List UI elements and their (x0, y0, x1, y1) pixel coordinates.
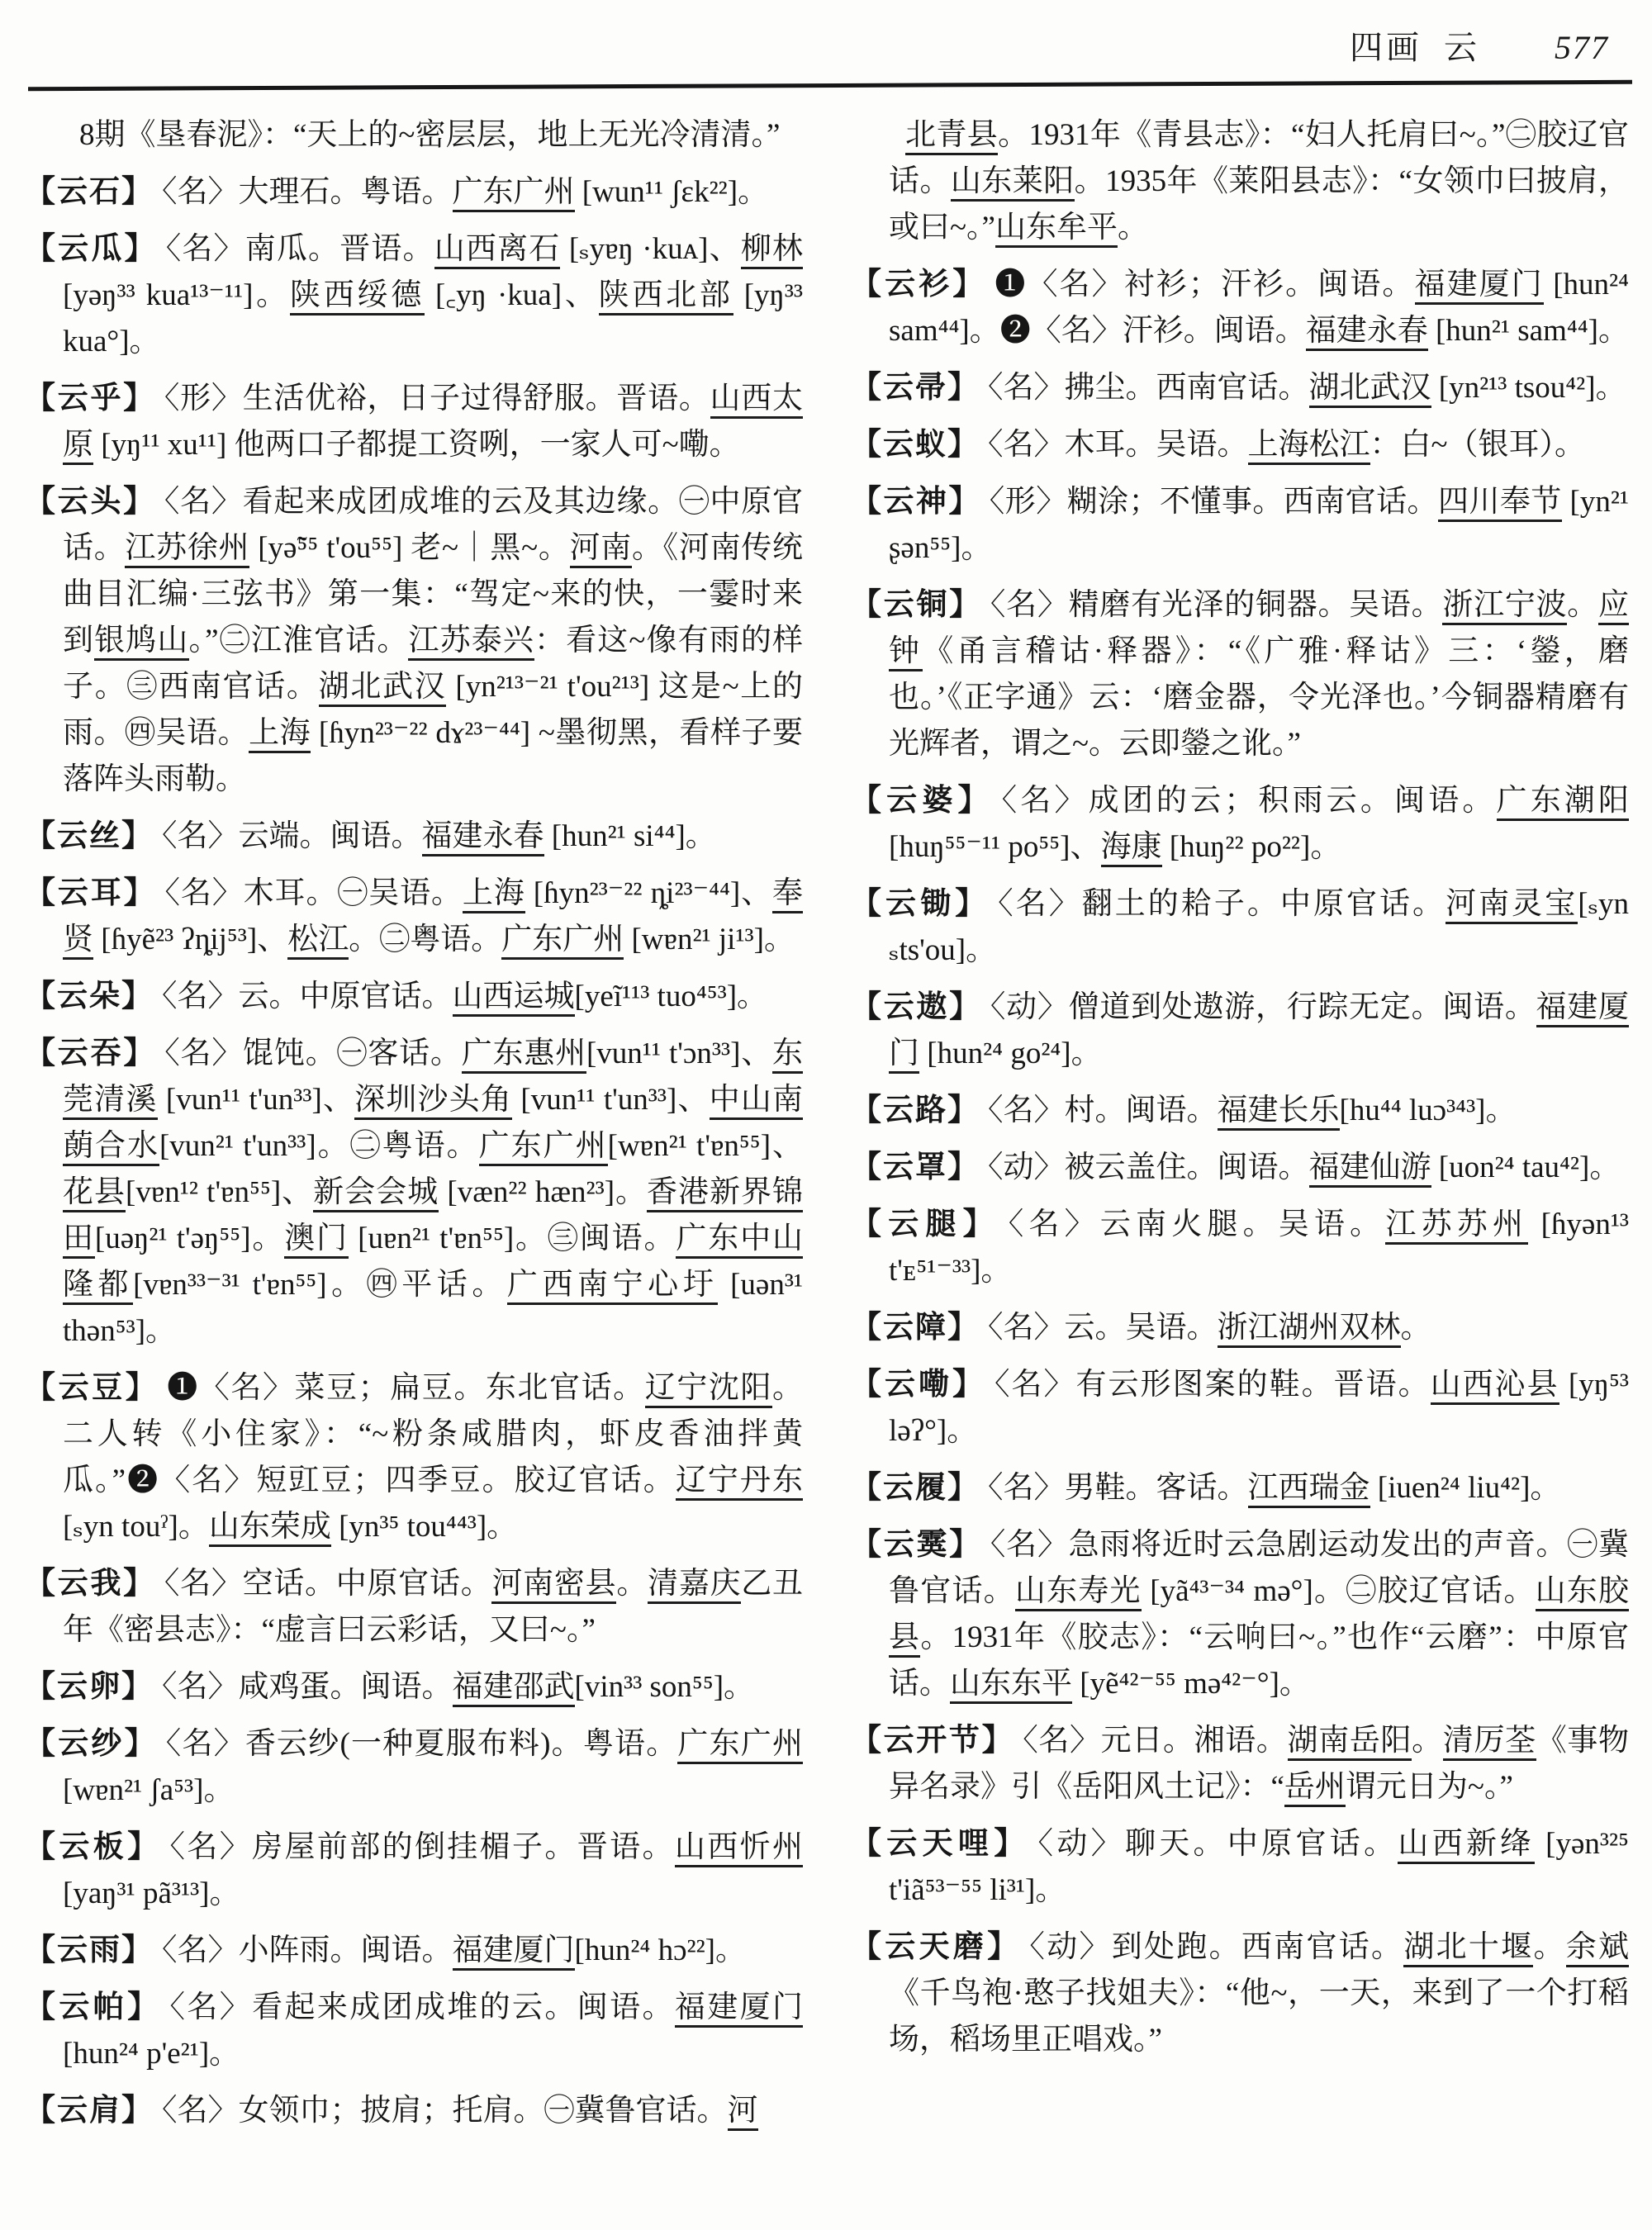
entry-body: 〈名〉云端。闽语。福建永春 [hun²¹ si⁴⁴]。 (162, 819, 716, 856)
entry-body: 〈名〉成团的云；积雨云。闽语。广东潮阳 [huŋ⁵⁵⁻¹¹ po⁵⁵]、海康 [huŋ²² po²²]。 (889, 784, 1629, 867)
place-name: 上海松江 (1248, 428, 1370, 465)
entry-body: 〈名〉木耳。吴语。上海松江：白~（银耳）。 (988, 428, 1585, 465)
entry-body: 〈名〉云。吴语。浙江湖州双林。 (988, 1311, 1431, 1348)
place-name: 江西瑞金 (1248, 1471, 1370, 1508)
place-name: 广东惠州 (462, 1037, 586, 1074)
entry-body: 〈名〉香云纱(一种夏服布料)。粤语。广东广州 [wɐn²¹ ʃa⁵³]。 (63, 1727, 804, 1807)
entry-body: 〈动〉僧道到处遨游，行踪无定。闽语。福建厦门 [hun²⁴ go²⁴]。 (889, 990, 1629, 1074)
entry-headword: 【云婆】 (851, 784, 994, 818)
entry-headword: 【云帕】 (25, 1990, 162, 2024)
dict-entry (851, 479, 1629, 572)
place-name: 余斌 (1566, 1930, 1629, 1967)
dict-entry (25, 1985, 803, 2077)
entry-body: 〈名〉有云形图案的鞋。晋语。山西沁县 [yŋ⁵³ ləʔ°]。 (889, 1368, 1630, 1448)
entry-body: 〈名〉男鞋。客话。江西瑞金 [iuen²⁴ liu⁴²]。 (988, 1471, 1560, 1508)
entry-headword: 【云朵】 (25, 980, 154, 1013)
dict-entry (851, 365, 1629, 411)
entry-headword: 【云锄】 (851, 887, 990, 921)
place-name: 福建仙游 (1309, 1151, 1431, 1188)
dict-entry (25, 1561, 803, 1654)
place-name: 山东东平 (950, 1667, 1072, 1704)
header-section-label: 四画 (1350, 29, 1422, 66)
entry-body: 〈名〉拂尘。西南官话。湖北武汉 [yn²¹³ tsou⁴²]。 (988, 371, 1626, 408)
dict-entry (851, 422, 1629, 468)
entry-body: ❶〈名〉菜豆；扁豆。东北官话。辽宁沈阳。二人转《小住家》：“~粉条咸腊肉，虾皮香油拌黄瓜。”❷〈名〉短豇豆；四季豆。胶辽官话。辽宁丹东 [ₛyn touˀ]。山东荣成 [yn³⁵ tou⁴⁴³]。 (63, 1371, 803, 1547)
entry-body: 〈动〉到处跑。西南官话。湖北十堰。余斌《千鸟袍·憨子找姐夫》：“他~，一天，来到了一个打稻场，稻场里正唱戏。” (889, 1930, 1630, 2057)
place-name: 北青县 (905, 118, 998, 155)
place-name: 福建永春 (1306, 314, 1428, 351)
dict-entry (25, 871, 803, 963)
place-name: 江苏苏州 (1385, 1208, 1528, 1245)
place-name: 深圳沙头角 (354, 1083, 512, 1120)
entry-headword: 【云瓜】 (25, 232, 158, 266)
place-name: 河南灵宝 (1446, 887, 1578, 924)
place-name: 辽宁丹东 (676, 1464, 803, 1501)
dict-entry (851, 1465, 1629, 1511)
entry-body: 〈名〉房屋前部的倒挂楣子。晋语。山西忻州 [yaŋ³¹ pã³¹³]。 (63, 1830, 804, 1910)
place-name: 广东广州 (453, 175, 575, 212)
place-name: 海康 (1101, 830, 1162, 867)
place-name: 广东广州 (479, 1129, 608, 1166)
dict-entry (25, 226, 803, 365)
entry-body: 〈名〉小阵雨。闽语。福建厦门[hun²⁴ hɔ²²]。 (162, 1933, 746, 1971)
place-name: 河 (728, 2094, 758, 2131)
entry-headword: 【云卵】 (25, 1670, 154, 1704)
place-name: 澳门 (284, 1222, 349, 1259)
place-name: 山西太原 (63, 382, 803, 465)
dict-entry (851, 1305, 1629, 1351)
entry-body: 〈名〉咸鸡蛋。闽语。福建邵武[vin³³ son⁵⁵]。 (162, 1670, 754, 1707)
page-header (0, 0, 1652, 69)
entry-headword: 【云嘞】 (851, 1368, 987, 1402)
place-name: 福建厦门 (675, 1990, 803, 2028)
place-name: 湖北武汉 (319, 670, 447, 707)
entry-headword: 【云帚】 (851, 371, 980, 405)
place-name: 湖北十堰 (1403, 1930, 1533, 1967)
place-name: 四川奉节 (1438, 485, 1562, 522)
dict-entry (851, 1145, 1629, 1191)
entry-headword: 【云耳】 (25, 876, 157, 910)
dict-entry (25, 169, 803, 216)
right-column (851, 112, 1629, 2145)
place-name: 奉贤 (63, 876, 803, 960)
dict-entry (25, 376, 803, 468)
dict-entry (851, 778, 1629, 871)
place-name: 福建厦门 (889, 990, 1629, 1074)
entry-headword: 【云衫】 (851, 268, 987, 301)
place-name: 山西新绛 (1398, 1827, 1534, 1864)
place-name: 香港新界锦田 (63, 1175, 803, 1259)
dict-entry (25, 1928, 803, 1974)
entry-headword: 【云腿】 (851, 1208, 1000, 1241)
entry-headword: 【云罩】 (851, 1151, 980, 1184)
place-name: 陕西北部 (599, 278, 733, 316)
entry-headword: 【云石】 (25, 175, 154, 209)
entry-headword: 【云肩】 (25, 2094, 154, 2128)
entry-body: 北青县。1931年《青县志》：“妇人托肩曰~。”㊁胶辽官话。山东莱阳。1935年《莱阳县志》：“女领巾曰披肩，或曰~。”山东牟平。 (889, 118, 1629, 248)
place-name: 河南 (570, 531, 632, 568)
entry-headword: 【云乎】 (25, 382, 156, 415)
place-name: 广东中山隆都 (63, 1222, 803, 1305)
place-name: 江苏泰兴 (408, 624, 534, 661)
dict-entry (25, 112, 803, 159)
dict-entry (851, 582, 1629, 767)
place-name: 山西离石 (434, 232, 561, 269)
dict-entry (25, 1664, 803, 1710)
dict-entry (25, 1721, 803, 1814)
page-number: 577 (1555, 29, 1609, 66)
place-name: 上海 (249, 716, 311, 753)
entry-headword: 【云遨】 (851, 990, 982, 1024)
place-name: 河南密县 (491, 1567, 616, 1604)
place-name: 福建厦门 (453, 1933, 575, 1971)
entry-headword: 【云板】 (25, 1830, 162, 1864)
place-name: 中山南蓢合水 (63, 1083, 803, 1166)
entry-headword: 【云开节】 (851, 1724, 1015, 1758)
place-name: 福建长乐 (1218, 1094, 1340, 1131)
entry-body: 〈名〉翻土的耠子。中原官话。河南灵宝[ₛyn ₛts'ou]。 (889, 887, 1630, 967)
entry-body: 〈名〉女领巾；披肩；托肩。㊀冀鲁官话。河 (162, 2094, 758, 2131)
dict-entry (851, 1362, 1629, 1454)
entry-body: 〈名〉云南火腿。吴语。江苏苏州 [ɦyən¹³ t'ᴇ⁵¹⁻³³]。 (889, 1208, 1630, 1288)
dict-entry (25, 479, 803, 803)
dict-entry (25, 1365, 803, 1550)
entry-body: 〈形〉生活优裕，日子过得舒服。晋语。山西太原 [yŋ¹¹ xu¹¹] 他两口子都提工资咧，一家人可~嘞。 (63, 382, 803, 465)
dict-entry (851, 1522, 1629, 1707)
place-name: 清厉荃 (1443, 1724, 1536, 1761)
entry-headword: 【云天哩】 (851, 1827, 1030, 1861)
place-name: 山东牟平 (995, 211, 1118, 248)
dict-entry (25, 1824, 803, 1917)
dict-entry (25, 1031, 803, 1355)
place-name: 山东莱阳 (951, 164, 1075, 202)
entry-headword: 【云神】 (851, 485, 981, 519)
left-column (25, 112, 803, 2145)
entry-headword: 【云路】 (851, 1094, 980, 1127)
place-name: 广东广州 (501, 923, 624, 960)
entry-headword: 【云铜】 (851, 588, 982, 622)
entry-body: 〈名〉云。中原官话。山西运城[yeĩ¹¹³ tuo⁴⁵³]。 (162, 980, 767, 1017)
place-name: 松江 (287, 923, 349, 960)
entry-body: 〈名〉空话。中原官话。河南密县。清嘉庆乙丑年《密县志》：“虚言曰云彩话，又曰~。” (63, 1567, 804, 1647)
dict-entry (851, 262, 1629, 354)
place-name: 湖南岳阳 (1288, 1724, 1412, 1761)
place-name: 山东寿光 (1015, 1574, 1142, 1611)
place-name: 浙江宁波 (1442, 588, 1567, 625)
dict-entry (851, 1202, 1629, 1294)
entry-body: 〈名〉大理石。粤语。广东广州 [wun¹¹ ʃɛk²²]。 (162, 175, 768, 212)
place-name: 清嘉庆 (648, 1567, 741, 1604)
dict-entry (851, 985, 1629, 1077)
place-name: 山西沁县 (1431, 1368, 1559, 1405)
place-name: 福建厦门 (1415, 268, 1544, 305)
entry-headword: 【云障】 (851, 1311, 980, 1345)
dict-entry (851, 1088, 1629, 1134)
entry-body: 〈名〉看起来成团成堆的云。闽语。福建厦门 [hun²⁴ p'e²¹]。 (63, 1990, 804, 2071)
entry-body: 〈动〉聊天。中原官话。山西新绛 [yən³²⁵ t'iã⁵³⁻⁵⁵ li³¹]。 (889, 1827, 1630, 1907)
dict-entry (851, 1821, 1629, 1914)
dict-entry (851, 1924, 1629, 2063)
entry-body: 〈名〉精磨有光泽的铜器。吴语。浙江宁波。应钟《甬言稽诂·释器》：“《广雅·释诂》三：‘鎣，磨也。’《正字通》云：‘磨金器，令光泽也。’今铜器精磨有光辉者，谓之~。云即鎣之讹。” (889, 588, 1630, 761)
entry-headword: 【云蚁】 (851, 428, 980, 462)
entry-body: 〈名〉看起来成团成堆的云及其边缘。㊀中原官话。江苏徐州 [yə̃⁵⁵ t'ou⁵⁵] 老~｜黑~。河南。《河南传统曲目汇编·三弦书》第一集：“驾定~来的快，一霎时来到银鸠山。”㊁江淮官话。江苏泰兴：看这~像有雨的样子。㊂西南官话。湖北武汉 [yn²¹³⁻²¹ t'ou²¹³] 这是~上的雨。㊃吴语。上海 [ɦyn²³⁻²² dɤ²³⁻⁴⁴] ~墨彻黑，看样子要落阵头雨勒。 (63, 485, 804, 796)
place-name: 柳林 (741, 232, 803, 269)
place-name: 湖北武汉 (1309, 371, 1431, 408)
header-radical-label: 云 (1444, 29, 1480, 66)
entry-body: 〈名〉急雨将近时云急剧运动发出的声音。㊀冀鲁官话。山东寿光 [yã⁴³⁻³⁴ mə°]。㊁胶辽官话。山东胶县。1931年《胶志》：“云响曰~。”也作“云磨”：中原官话。山东东平 [yẽ⁴²⁻⁵⁵ mə⁴²⁻°]。 (889, 1528, 1629, 1704)
place-name: 广西南宁心圩 (507, 1268, 718, 1305)
place-name: 广东潮阳 (1497, 784, 1629, 821)
entry-headword: 【云我】 (25, 1567, 156, 1601)
dict-entry (25, 974, 803, 1020)
dict-entry (851, 1718, 1629, 1810)
entry-headword: 【云天磨】 (851, 1930, 1022, 1964)
dict-entry (851, 112, 1629, 251)
place-name: 山西忻州 (675, 1830, 803, 1867)
entry-body: 〈名〉村。闽语。福建长乐[hu⁴⁴ luɔ³⁴³]。 (988, 1094, 1516, 1131)
entry-headword: 【云纱】 (25, 1727, 158, 1761)
place-name: 上海 (463, 876, 525, 913)
place-name: 山东荣成 (209, 1510, 331, 1547)
place-name: 应钟 (889, 588, 1629, 671)
entry-headword: 【云霙】 (851, 1528, 982, 1562)
entry-headword: 【云豆】 (25, 1371, 159, 1405)
place-name: 新会会城 (313, 1175, 439, 1212)
entry-headword: 【云丝】 (25, 819, 154, 853)
dict-entry (25, 2088, 803, 2134)
place-name: 广东广州 (677, 1727, 803, 1764)
place-name: 山东胶县 (889, 1574, 1629, 1658)
place-name: 浙江湖州双林 (1218, 1311, 1401, 1348)
two-column-text-area (0, 88, 1652, 2145)
entry-headword: 【云雨】 (25, 1933, 154, 1967)
entry-headword: 【云头】 (25, 485, 156, 519)
place-name: 花县 (63, 1175, 126, 1212)
place-name: 福建邵武 (453, 1670, 575, 1707)
entry-body: 〈名〉元日。湘语。湖南岳阳。清厉荃《事物异名录》引《岳阳风土记》：“岳州谓元日为~。” (889, 1724, 1629, 1807)
place-name: 福建永春 (422, 819, 544, 856)
entry-body: 〈名〉南瓜。晋语。山西离石 [ₛyɐŋ ·kuᴀ]、柳林 [yəŋ³³ kua¹³⁻¹¹]。陕西绥德 [꜀yŋ ·kua]、陕西北部 [yŋ³³ kua°]。 (63, 232, 804, 358)
place-name: 山西运城 (453, 980, 575, 1017)
entry-headword: 【云履】 (851, 1471, 980, 1505)
entry-body: 8期《垦春泥》：“天上的~密层层，地上无光冷清清。” (79, 118, 781, 152)
dict-entry (851, 881, 1629, 974)
place-name: 岳州 (1284, 1770, 1346, 1807)
place-name: 陕西绥德 (290, 278, 425, 316)
place-name: 东莞清溪 (63, 1037, 803, 1120)
entry-headword: 【云吞】 (25, 1037, 157, 1070)
dict-entry (25, 814, 803, 860)
entry-body: 〈形〉糊涂；不懂事。西南官话。四川奉节 [yn²¹ ʂən⁵⁵]。 (889, 485, 1630, 565)
place-name: 江苏徐州 (125, 531, 249, 568)
entry-body: 〈名〉馄饨。㊀客话。广东惠州[vun¹¹ t'ɔn³³]、东莞清溪 [vun¹¹ t'un³³]、深圳沙头角 [vun¹¹ t'un³³]、中山南蓢合水[vun²¹ t'un³³]。㊁粤语。广东广州[wɐn²¹ t'ɐn⁵⁵]、花县[vɐn¹² t'ɐn⁵⁵]、新会会城 [væn²² hæn²³]。香港新界锦田[uəŋ²¹ t'əŋ⁵⁵]。澳门 [uɐn²¹ t'ɐn⁵⁵]。㊂闽语。广东中山隆都[vɐn³³⁻³¹ t'ɐn⁵⁵]。㊃平话。广西南宁心圩 [uən³¹ thən⁵³]。 (63, 1037, 804, 1348)
place-name: 辽宁沈阳 (645, 1371, 772, 1408)
entry-body: ❶〈名〉衬衫；汗衫。闽语。福建厦门 [hun²⁴ sam⁴⁴]。❷〈名〉汗衫。闽语。福建永春 [hun²¹ sam⁴⁴]。 (889, 268, 1629, 351)
entry-body: 〈名〉木耳。㊀吴语。上海 [ɦyn²³⁻²² ȵi²³⁻⁴⁴]、奉贤 [ɦyẽ²³ ʔȵij⁵³]、松江。㊁粤语。广东广州 [wɐn²¹ ji¹³]。 (63, 876, 803, 960)
place-name: 银鸠山 (94, 624, 188, 661)
entry-body: 〈动〉被云盖住。闽语。福建仙游 [uon²⁴ tau⁴²]。 (988, 1151, 1620, 1188)
